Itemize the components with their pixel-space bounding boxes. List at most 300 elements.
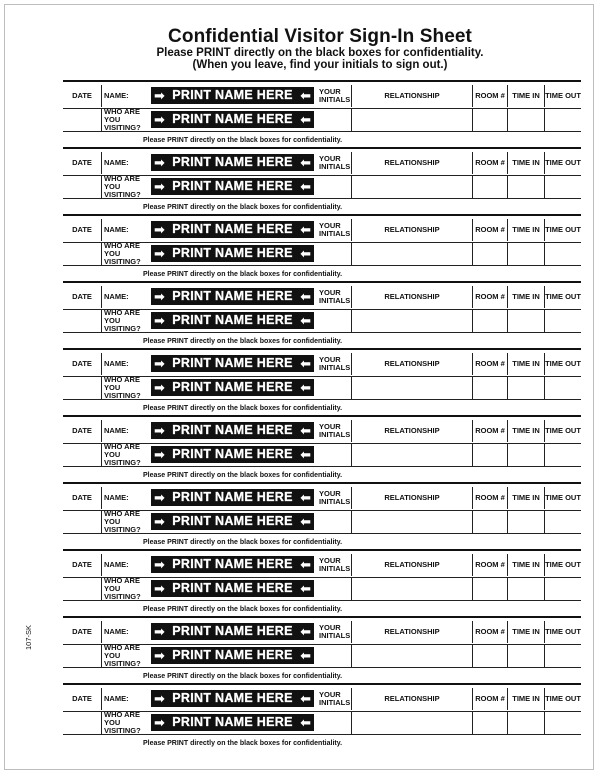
visiting-label-line2: YOU VISITING? (104, 182, 141, 199)
name-label: NAME: (104, 560, 129, 569)
visiting-label-line1: WHO ARE (104, 576, 140, 585)
sign-in-entry-7 (63, 482, 581, 549)
room-field[interactable] (473, 712, 507, 734)
entry-divider (63, 616, 581, 618)
relationship-label: RELATIONSHIP (384, 560, 440, 569)
print-name-here-label: PRINT NAME HERE (172, 648, 293, 662)
confidentiality-note: Please PRINT directly on the black boxes for confidentiality. (143, 137, 343, 144)
visiting-print-box[interactable] (151, 580, 314, 597)
visiting-label (104, 243, 152, 265)
column-divider (101, 152, 102, 174)
room-field[interactable] (473, 578, 507, 600)
arrow-right-icon: ➡ (154, 557, 165, 572)
entry-row-name (63, 219, 581, 241)
room-label: ROOM # (475, 426, 505, 435)
sign-in-entry-4 (63, 281, 581, 348)
entry-row-name (63, 85, 581, 107)
sign-in-entry-5 (63, 348, 581, 415)
time-out-label: TIME OUT (545, 91, 581, 100)
date-label: DATE (72, 493, 92, 502)
visiting-label-line1: WHO ARE (104, 710, 140, 719)
entry-row-name (63, 420, 581, 442)
print-name-here-label: PRINT NAME HERE (172, 88, 293, 102)
entry-row-visiting (63, 242, 581, 266)
time-in-label: TIME IN (512, 627, 540, 636)
room-label: ROOM # (475, 292, 505, 301)
print-name-here-label: PRINT NAME HERE (172, 691, 293, 705)
relationship-field[interactable] (352, 377, 472, 399)
initials-label-line1: YOUR (319, 623, 341, 632)
column-divider (101, 377, 102, 399)
arrow-right-icon: ➡ (154, 88, 165, 103)
visiting-label (104, 444, 152, 466)
arrow-right-icon: ➡ (154, 490, 165, 505)
date-field[interactable] (63, 152, 101, 174)
initials-label-line2: INITIALS (319, 363, 351, 372)
room-field[interactable] (473, 444, 507, 466)
print-name-here-label: PRINT NAME HERE (172, 112, 293, 126)
room-label: ROOM # (475, 694, 505, 703)
initials-label-line2: INITIALS (319, 430, 351, 439)
date-field[interactable] (63, 487, 101, 509)
column-divider (101, 286, 102, 308)
date-field[interactable] (63, 219, 101, 241)
name-label: NAME: (104, 225, 129, 234)
confidentiality-note: Please PRINT directly on the black boxes for confidentiality. (143, 405, 343, 412)
initials-label-line2: INITIALS (319, 162, 351, 171)
date-field[interactable] (63, 353, 101, 375)
time-in-field[interactable] (508, 109, 544, 131)
name-print-box[interactable] (151, 690, 314, 707)
entry-divider (63, 683, 581, 685)
name-print-box[interactable] (151, 422, 314, 439)
visiting-label (104, 109, 152, 131)
print-name-here-label: PRINT NAME HERE (172, 423, 293, 437)
time-out-label: TIME OUT (545, 627, 581, 636)
entry-row-name (63, 621, 581, 643)
name-label: NAME: (104, 91, 129, 100)
time-in-field[interactable] (508, 310, 544, 332)
arrow-right-icon: ➡ (154, 691, 165, 706)
time-out-field[interactable] (545, 578, 581, 600)
visiting-label-line2: YOU VISITING? (104, 383, 141, 400)
sign-in-entry-8 (63, 549, 581, 616)
time-out-label: TIME OUT (545, 426, 581, 435)
entry-row-name (63, 286, 581, 308)
sign-in-entry-9 (63, 616, 581, 683)
initials-label-line2: INITIALS (319, 296, 351, 305)
room-field[interactable] (473, 511, 507, 533)
room-field[interactable] (473, 109, 507, 131)
arrow-left-icon: ⬅ (300, 289, 311, 304)
entry-row-visiting (63, 443, 581, 467)
relationship-field[interactable] (352, 109, 472, 131)
relationship-label: RELATIONSHIP (384, 158, 440, 167)
sheet-header (60, 27, 580, 71)
initials-label (319, 688, 351, 710)
arrow-right-icon: ➡ (154, 447, 165, 462)
confidentiality-note: Please PRINT directly on the black boxes for confidentiality. (143, 271, 343, 278)
visiting-label (104, 377, 152, 399)
relationship-field[interactable] (352, 645, 472, 667)
time-in-label: TIME IN (512, 426, 540, 435)
arrow-left-icon: ⬅ (300, 447, 311, 462)
relationship-label: RELATIONSHIP (384, 292, 440, 301)
initials-label-line2: INITIALS (319, 229, 351, 238)
arrow-left-icon: ⬅ (300, 155, 311, 170)
time-in-label: TIME IN (512, 292, 540, 301)
column-divider (101, 85, 102, 107)
time-in-label: TIME IN (512, 91, 540, 100)
arrow-right-icon: ➡ (154, 581, 165, 596)
print-name-here-label: PRINT NAME HERE (172, 624, 293, 638)
time-in-field[interactable] (508, 645, 544, 667)
confidentiality-note: Please PRINT directly on the black boxes for confidentiality. (143, 338, 343, 345)
time-in-field[interactable] (508, 511, 544, 533)
initials-label (319, 219, 351, 241)
relationship-label: RELATIONSHIP (384, 359, 440, 368)
room-label: ROOM # (475, 359, 505, 368)
confidentiality-note: Please PRINT directly on the black boxes for confidentiality. (143, 673, 343, 680)
time-in-label: TIME IN (512, 493, 540, 502)
date-label: DATE (72, 292, 92, 301)
relationship-field[interactable] (352, 578, 472, 600)
column-divider (101, 578, 102, 600)
relationship-label: RELATIONSHIP (384, 694, 440, 703)
time-in-label: TIME IN (512, 694, 540, 703)
entry-row-visiting (63, 309, 581, 333)
date-label: DATE (72, 627, 92, 636)
relationship-field[interactable] (352, 712, 472, 734)
initials-label (319, 85, 351, 107)
initials-label-line2: INITIALS (319, 497, 351, 506)
arrow-right-icon: ➡ (154, 112, 165, 127)
name-print-box[interactable] (151, 221, 314, 238)
time-out-field[interactable] (545, 310, 581, 332)
time-out-field[interactable] (545, 377, 581, 399)
visiting-label (104, 712, 152, 734)
arrow-right-icon: ➡ (154, 514, 165, 529)
print-name-here-label: PRINT NAME HERE (172, 222, 293, 236)
sign-in-entry-10 (63, 683, 581, 750)
initials-label (319, 353, 351, 375)
time-out-field[interactable] (545, 176, 581, 198)
arrow-left-icon: ⬅ (300, 423, 311, 438)
print-name-here-label: PRINT NAME HERE (172, 581, 293, 595)
entry-row-name (63, 152, 581, 174)
room-label: ROOM # (475, 493, 505, 502)
entry-row-visiting (63, 711, 581, 735)
column-divider (101, 243, 102, 265)
arrow-left-icon: ⬅ (300, 648, 311, 663)
date-field[interactable] (63, 554, 101, 576)
time-out-label: TIME OUT (545, 359, 581, 368)
room-field[interactable] (473, 645, 507, 667)
name-label: NAME: (104, 627, 129, 636)
column-divider (101, 219, 102, 241)
visiting-print-box[interactable] (151, 379, 314, 396)
initials-label-line1: YOUR (319, 422, 341, 431)
room-field[interactable] (473, 176, 507, 198)
arrow-right-icon: ➡ (154, 179, 165, 194)
name-label: NAME: (104, 359, 129, 368)
entry-row-visiting (63, 577, 581, 601)
name-print-box[interactable] (151, 489, 314, 506)
entry-divider (63, 415, 581, 417)
initials-label (319, 152, 351, 174)
print-name-here-label: PRINT NAME HERE (172, 155, 293, 169)
arrow-left-icon: ⬅ (300, 179, 311, 194)
column-divider (101, 444, 102, 466)
visiting-label-line1: WHO ARE (104, 375, 140, 384)
print-name-here-label: PRINT NAME HERE (172, 447, 293, 461)
visiting-label (104, 645, 152, 667)
sheet-subtitle-line2: (When you leave, find your initials to sign out.) (192, 59, 448, 71)
entry-divider (63, 214, 581, 216)
print-name-here-label: PRINT NAME HERE (172, 380, 293, 394)
time-out-field[interactable] (545, 444, 581, 466)
visiting-label (104, 578, 152, 600)
relationship-label: RELATIONSHIP (384, 91, 440, 100)
time-in-field[interactable] (508, 712, 544, 734)
relationship-label: RELATIONSHIP (384, 627, 440, 636)
arrow-left-icon: ⬅ (300, 222, 311, 237)
time-out-field[interactable] (545, 243, 581, 265)
date-field[interactable] (63, 85, 101, 107)
column-divider (101, 712, 102, 734)
confidentiality-note: Please PRINT directly on the black boxes for confidentiality. (143, 539, 343, 546)
date-label: DATE (72, 426, 92, 435)
name-label: NAME: (104, 493, 129, 502)
time-out-field[interactable] (545, 712, 581, 734)
entry-row-name (63, 688, 581, 710)
time-in-field[interactable] (508, 578, 544, 600)
initials-label-line2: INITIALS (319, 95, 351, 104)
name-print-box[interactable] (151, 154, 314, 171)
relationship-field[interactable] (352, 176, 472, 198)
initials-label-line2: INITIALS (319, 564, 351, 573)
confidentiality-note: Please PRINT directly on the black boxes for confidentiality. (143, 740, 343, 747)
time-out-field[interactable] (545, 645, 581, 667)
initials-label-line1: YOUR (319, 154, 341, 163)
visiting-print-box[interactable] (151, 245, 314, 262)
column-divider (101, 487, 102, 509)
date-field[interactable] (63, 286, 101, 308)
room-field[interactable] (473, 377, 507, 399)
visiting-label (104, 176, 152, 198)
visiting-print-box[interactable] (151, 647, 314, 664)
entry-row-visiting (63, 510, 581, 534)
name-print-box[interactable] (151, 87, 314, 104)
arrow-left-icon: ⬅ (300, 624, 311, 639)
room-label: ROOM # (475, 225, 505, 234)
form-code: 107-SK (24, 624, 33, 650)
arrow-left-icon: ⬅ (300, 380, 311, 395)
sheet-subtitle-line1: Please PRINT directly on the black boxes for confidentiality. (156, 47, 484, 59)
date-label: DATE (72, 158, 92, 167)
initials-label-line1: YOUR (319, 221, 341, 230)
print-name-here-label: PRINT NAME HERE (172, 246, 293, 260)
arrow-right-icon: ➡ (154, 624, 165, 639)
initials-label (319, 554, 351, 576)
arrow-left-icon: ⬅ (300, 581, 311, 596)
time-out-label: TIME OUT (545, 560, 581, 569)
column-divider (101, 420, 102, 442)
entry-divider (63, 482, 581, 484)
visiting-label-line2: YOU VISITING? (104, 450, 141, 467)
relationship-field[interactable] (352, 310, 472, 332)
column-divider (101, 554, 102, 576)
print-name-here-label: PRINT NAME HERE (172, 715, 293, 729)
visiting-print-box[interactable] (151, 446, 314, 463)
initials-label-line2: INITIALS (319, 698, 351, 707)
time-out-label: TIME OUT (545, 292, 581, 301)
confidentiality-note: Please PRINT directly on the black boxes for confidentiality. (143, 204, 343, 211)
relationship-field[interactable] (352, 243, 472, 265)
time-in-field[interactable] (508, 243, 544, 265)
visiting-print-box[interactable] (151, 513, 314, 530)
column-divider (101, 176, 102, 198)
time-out-label: TIME OUT (545, 694, 581, 703)
print-name-here-label: PRINT NAME HERE (172, 356, 293, 370)
name-print-box[interactable] (151, 355, 314, 372)
initials-label (319, 621, 351, 643)
initials-label (319, 487, 351, 509)
arrow-right-icon: ➡ (154, 356, 165, 371)
visiting-label-line1: WHO ARE (104, 308, 140, 317)
visiting-print-box[interactable] (151, 111, 314, 128)
time-out-field[interactable] (545, 511, 581, 533)
visiting-label-line1: WHO ARE (104, 107, 140, 116)
date-field[interactable] (63, 688, 101, 710)
entry-divider (63, 147, 581, 149)
arrow-left-icon: ⬅ (300, 112, 311, 127)
sign-in-entries (63, 80, 581, 750)
visiting-print-box[interactable] (151, 714, 314, 731)
confidentiality-note: Please PRINT directly on the black boxes for confidentiality. (143, 472, 343, 479)
column-divider (101, 109, 102, 131)
sign-in-entry-1 (63, 80, 581, 147)
entry-divider (63, 348, 581, 350)
time-in-label: TIME IN (512, 359, 540, 368)
date-field[interactable] (63, 420, 101, 442)
name-print-box[interactable] (151, 556, 314, 573)
entry-row-visiting (63, 175, 581, 199)
time-in-field[interactable] (508, 444, 544, 466)
room-label: ROOM # (475, 627, 505, 636)
confidentiality-note: Please PRINT directly on the black boxes for confidentiality. (143, 606, 343, 613)
entry-row-visiting (63, 376, 581, 400)
entry-row-name (63, 487, 581, 509)
name-print-box[interactable] (151, 623, 314, 640)
column-divider (101, 511, 102, 533)
time-out-label: TIME OUT (545, 225, 581, 234)
entry-row-name (63, 554, 581, 576)
initials-label-line1: YOUR (319, 288, 341, 297)
relationship-field[interactable] (352, 444, 472, 466)
sign-in-entry-2 (63, 147, 581, 214)
column-divider (101, 353, 102, 375)
name-label: NAME: (104, 426, 129, 435)
relationship-field[interactable] (352, 511, 472, 533)
time-in-field[interactable] (508, 377, 544, 399)
date-label: DATE (72, 359, 92, 368)
name-label: NAME: (104, 158, 129, 167)
time-out-field[interactable] (545, 109, 581, 131)
column-divider (101, 688, 102, 710)
room-field[interactable] (473, 243, 507, 265)
visiting-label-line1: WHO ARE (104, 442, 140, 451)
initials-label-line2: INITIALS (319, 631, 351, 640)
entry-divider (63, 80, 581, 82)
entry-row-visiting (63, 108, 581, 132)
date-label: DATE (72, 560, 92, 569)
visiting-label-line2: YOU VISITING? (104, 517, 141, 534)
relationship-label: RELATIONSHIP (384, 493, 440, 502)
visiting-print-box[interactable] (151, 312, 314, 329)
visiting-label-line1: WHO ARE (104, 509, 140, 518)
arrow-right-icon: ➡ (154, 380, 165, 395)
arrow-right-icon: ➡ (154, 246, 165, 261)
room-field[interactable] (473, 310, 507, 332)
visiting-label (104, 310, 152, 332)
visiting-label (104, 511, 152, 533)
sign-in-entry-3 (63, 214, 581, 281)
date-field[interactable] (63, 621, 101, 643)
arrow-right-icon: ➡ (154, 648, 165, 663)
initials-label-line1: YOUR (319, 355, 341, 364)
date-label: DATE (72, 694, 92, 703)
column-divider (101, 310, 102, 332)
date-label: DATE (72, 225, 92, 234)
arrow-left-icon: ⬅ (300, 691, 311, 706)
sign-in-entry-6 (63, 415, 581, 482)
arrow-left-icon: ⬅ (300, 313, 311, 328)
visiting-label-line1: WHO ARE (104, 174, 140, 183)
time-out-label: TIME OUT (545, 158, 581, 167)
visiting-label-line2: YOU VISITING? (104, 249, 141, 266)
initials-label-line1: YOUR (319, 690, 341, 699)
visiting-label-line2: YOU VISITING? (104, 316, 141, 333)
arrow-left-icon: ⬅ (300, 88, 311, 103)
visiting-label-line1: WHO ARE (104, 643, 140, 652)
arrow-left-icon: ⬅ (300, 490, 311, 505)
time-in-field[interactable] (508, 176, 544, 198)
initials-label (319, 286, 351, 308)
entry-divider (63, 549, 581, 551)
time-out-label: TIME OUT (545, 493, 581, 502)
entry-divider (63, 281, 581, 283)
arrow-right-icon: ➡ (154, 155, 165, 170)
arrow-left-icon: ⬅ (300, 557, 311, 572)
initials-label (319, 420, 351, 442)
relationship-label: RELATIONSHIP (384, 225, 440, 234)
arrow-right-icon: ➡ (154, 289, 165, 304)
name-print-box[interactable] (151, 288, 314, 305)
arrow-left-icon: ⬅ (300, 715, 311, 730)
print-name-here-label: PRINT NAME HERE (172, 289, 293, 303)
arrow-left-icon: ⬅ (300, 246, 311, 261)
visiting-print-box[interactable] (151, 178, 314, 195)
time-in-label: TIME IN (512, 225, 540, 234)
visiting-label-line2: YOU VISITING? (104, 651, 141, 668)
arrow-right-icon: ➡ (154, 715, 165, 730)
print-name-here-label: PRINT NAME HERE (172, 514, 293, 528)
arrow-right-icon: ➡ (154, 423, 165, 438)
visiting-label-line2: YOU VISITING? (104, 115, 141, 132)
visiting-label-line1: WHO ARE (104, 241, 140, 250)
room-label: ROOM # (475, 560, 505, 569)
